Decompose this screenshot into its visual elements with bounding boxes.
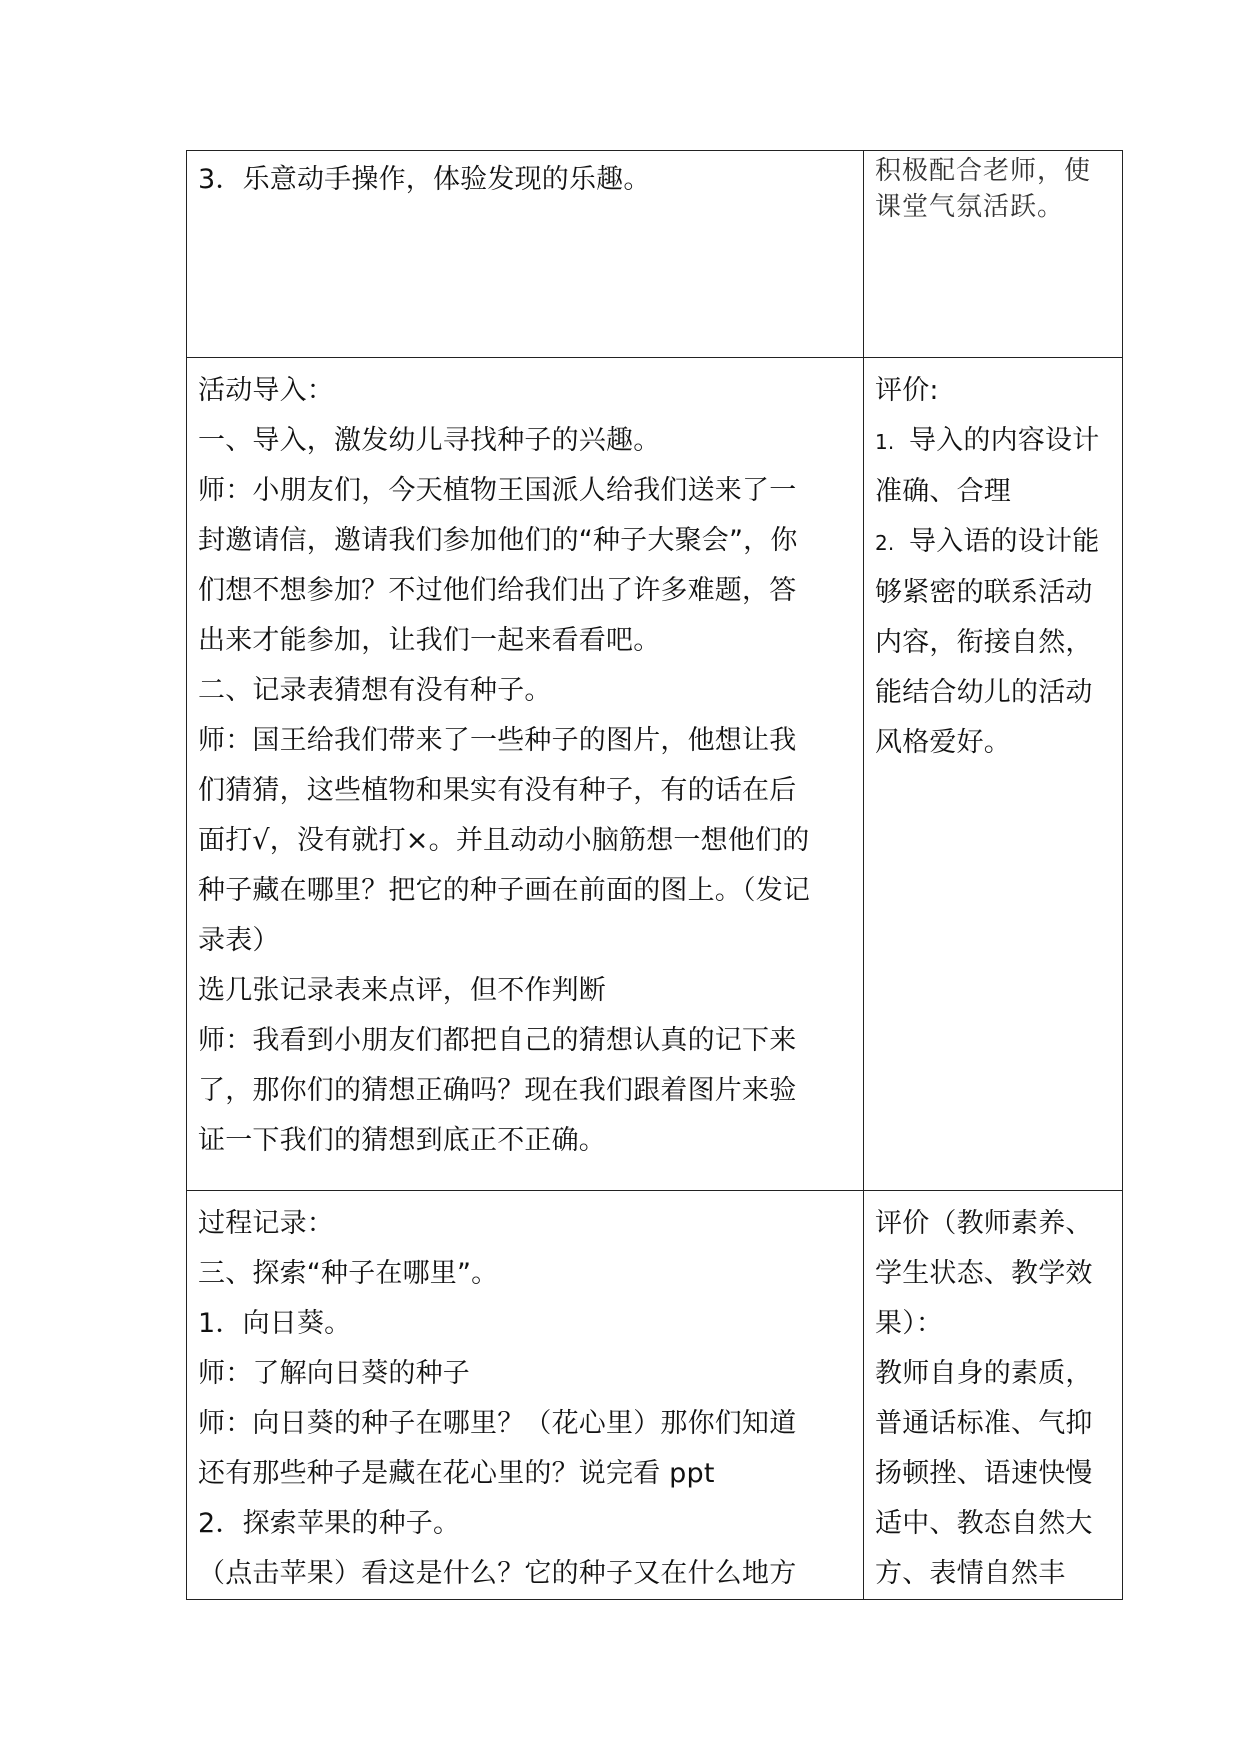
evaluation-line: 适中、教态自然大 — [875, 1508, 1093, 1539]
evaluation-item-continuation: 风格爱好。 — [875, 727, 1011, 758]
evaluation-title: 评价: — [875, 375, 939, 406]
process-evaluation-cell — [864, 1191, 1123, 1600]
evaluation-line: 教师自身的素质， — [875, 1358, 1093, 1389]
evaluation-item — [875, 416, 1112, 467]
table-row — [187, 358, 1123, 1191]
evaluation-line: 评价（教师素养、 — [875, 1208, 1093, 1239]
text-line: 2．探索苹果的种子。 — [198, 1508, 461, 1539]
text-line: （点击苹果）看这是什么？它的种子又在什么地方 — [198, 1558, 797, 1589]
text-line: 证一下我们的猜想到底正不正确。 — [198, 1125, 606, 1156]
item-text: 导入语的设计能 — [909, 526, 1100, 557]
text-line: 面打√，没有就打×。并且动动小脑筋想一想他们的 — [198, 825, 810, 856]
text-line: 们猜猜，这些植物和果实有没有种子，有的话在后 — [198, 775, 797, 806]
text-line: 一、导入，激发幼儿寻找种子的兴趣。 — [198, 425, 661, 456]
text-line: 录表） — [198, 925, 280, 956]
note-line: 课堂气氛活跃。 — [875, 192, 1065, 222]
evaluation-item — [875, 517, 1112, 568]
evaluation-item-continuation: 内容，衔接自然， — [875, 627, 1093, 658]
text-line: 三、探索“种子在哪里”。 — [198, 1258, 499, 1289]
objective-cell — [187, 151, 864, 358]
table-row — [187, 1191, 1123, 1600]
objective-note-cell — [864, 151, 1123, 358]
activity-intro-cell — [187, 358, 864, 1191]
item-number: 1. — [875, 430, 895, 454]
note-line: 积极配合老师，使 — [875, 156, 1092, 186]
text-line: 师：小朋友们，今天植物王国派人给我们送来了一 — [198, 475, 797, 506]
text-line: 封邀请信，邀请我们参加他们的“种子大聚会”，你 — [198, 525, 798, 556]
text-line: 过程记录： — [198, 1208, 334, 1239]
text-line: 二、记录表猜想有没有种子。 — [198, 675, 552, 706]
evaluation-item-continuation: 够紧密的联系活动 — [875, 577, 1093, 608]
text-line: 师：了解向日葵的种子 — [198, 1358, 470, 1389]
item-text: 导入的内容设计 — [909, 425, 1100, 456]
evaluation-line: 学生状态、教学效 — [875, 1258, 1093, 1289]
text-line: 选几张记录表来点评，但不作判断 — [198, 975, 606, 1006]
text-line: 还有那些种子是藏在花心里的？说完看 ppt — [198, 1458, 715, 1489]
evaluation-line: 方、表情自然丰 — [875, 1558, 1066, 1589]
process-record-cell — [187, 1191, 864, 1600]
text-line: 出来才能参加，让我们一起来看看吧。 — [198, 625, 661, 656]
item-number: 2. — [875, 531, 895, 555]
intro-evaluation-cell — [864, 358, 1123, 1191]
text-line: 3．乐意动手操作，体验发现的乐趣。 — [198, 164, 651, 195]
evaluation-line: 果）： — [875, 1308, 944, 1339]
text-line: 活动导入： — [198, 375, 334, 406]
evaluation-item-continuation: 准确、合理 — [875, 476, 1011, 507]
text-line: 师：向日葵的种子在哪里？（花心里）那你们知道 — [198, 1408, 797, 1439]
evaluation-item-continuation: 能结合幼儿的活动 — [875, 677, 1093, 708]
text-line: 种子藏在哪里？把它的种子画在前面的图上。（发记 — [198, 875, 811, 906]
evaluation-line: 扬顿挫、语速快慢 — [875, 1458, 1093, 1489]
text-line: 师：国王给我们带来了一些种子的图片，他想让我 — [198, 725, 797, 756]
text-line: 了，那你们的猜想正确吗？现在我们跟着图片来验 — [198, 1075, 797, 1106]
table-row — [187, 151, 1123, 358]
lesson-plan-table — [186, 150, 1123, 1600]
text-line: 1．向日葵。 — [198, 1308, 352, 1339]
text-line: 师：我看到小朋友们都把自己的猜想认真的记下来 — [198, 1025, 797, 1056]
evaluation-line: 普通话标准、气抑 — [875, 1408, 1093, 1439]
text-line: 们想不想参加？不过他们给我们出了许多难题，答 — [198, 575, 797, 606]
